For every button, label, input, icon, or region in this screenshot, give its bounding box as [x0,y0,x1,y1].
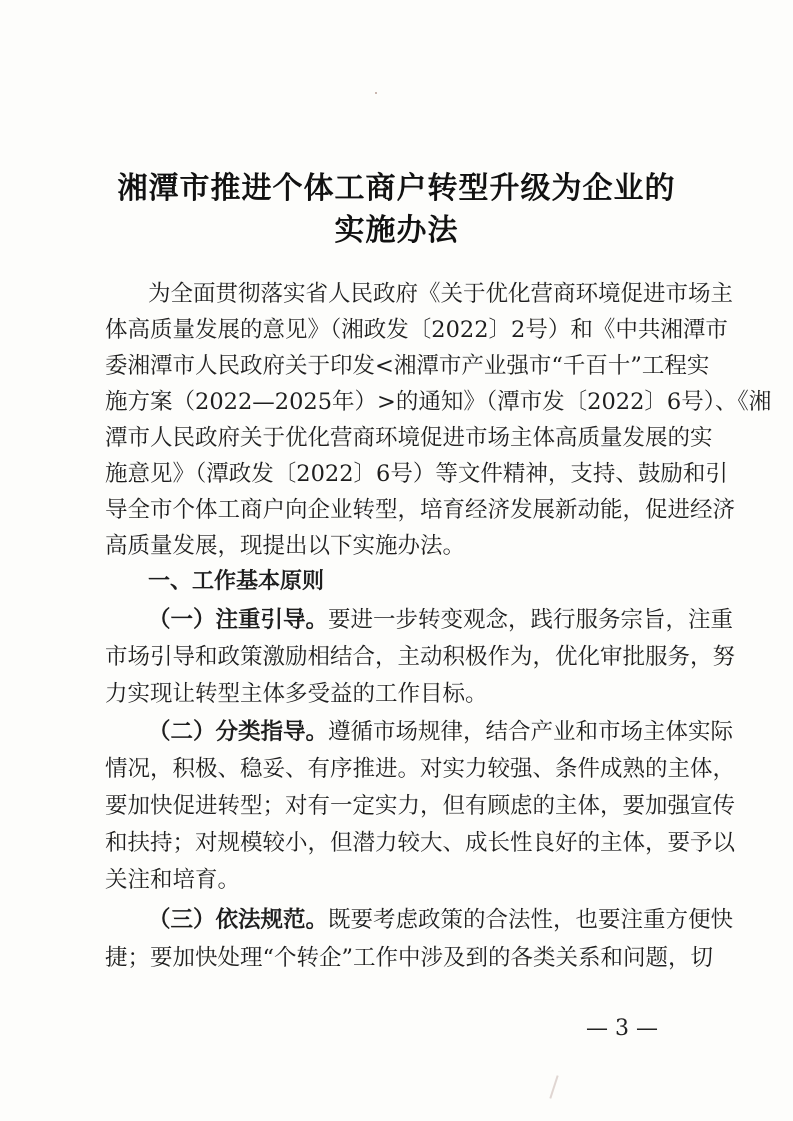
principle-line: 情况，积极、稳妥、有序推进。对实力较强、条件成熟的主体， [105,756,736,782]
preamble-line: 体高质量发展的意见》（湘政发〔2022〕2号）和《中共湘潭市 [105,317,728,343]
principle-line: 捷；要加快处理“个转企”工作中涉及到的各类关系和问题，切 [105,945,714,971]
principle-text: 要进一步转变观念，践行服务宗旨，注重 [328,607,734,633]
principle-line: 力实现让转型主体多受益的工作目标。 [105,681,488,707]
preamble-line: 导全市个体工商户向企业转型，培育经济发展新动能，促进经济 [105,497,736,523]
section-heading: 一、工作基本原则 [148,569,325,594]
principle-item-2-first-line [148,718,734,746]
principle-line: 和扶持；对规模较小，但潜力较大、成长性良好的主体，要予以 [105,830,736,856]
preamble-line: 潭市人民政府关于优化营商环境促进市场主体高质量发展的实 [105,425,713,451]
principle-item-3-first-line [148,906,734,934]
page-number: — 3 — [586,1016,658,1041]
principle-line: 关注和培育。 [105,867,241,893]
document-title-line-2: 实施办法 [334,213,459,248]
preamble-line: 委湘潭市人民政府关于印发<湘潭市产业强市“千百十”工程实 [105,353,710,379]
preamble-line: 高质量发展，现提出以下实施办法。 [105,533,466,559]
preamble-line: 施意见》（潭政发〔2022〕6号）等文件精神，支持、鼓励和引 [105,461,728,487]
principle-text: 既要考虑政策的合法性，也要注重方便快 [328,907,734,933]
principle-term: （三）依法规范。 [148,907,329,933]
preamble-line: 为全面贯彻落实省人民政府《关于优化营商环境促进市场主 [148,281,734,307]
principle-term: （二）分类指导。 [148,719,329,745]
principle-term: （一）注重引导。 [148,607,329,633]
document-title-line-1: 湘潭市推进个体工商户转型升级为企业的 [117,171,676,206]
principle-line: 市场引导和政策激励相结合，主动积极作为，优化审批服务，努 [105,644,736,670]
principle-line: 要加快促进转型；对有一定实力，但有顾虑的主体，要加强宣传 [105,793,736,819]
principle-item-1-first-line [148,606,734,634]
scan-speck [375,92,377,94]
preamble-line: 施方案（2022—2025年）>的通知》（潭市发〔2022〕6号）、《湘 [105,389,772,415]
principle-text: 遵循市场规律，结合产业和市场主体实际 [328,719,734,745]
scan-speck [549,1075,558,1098]
